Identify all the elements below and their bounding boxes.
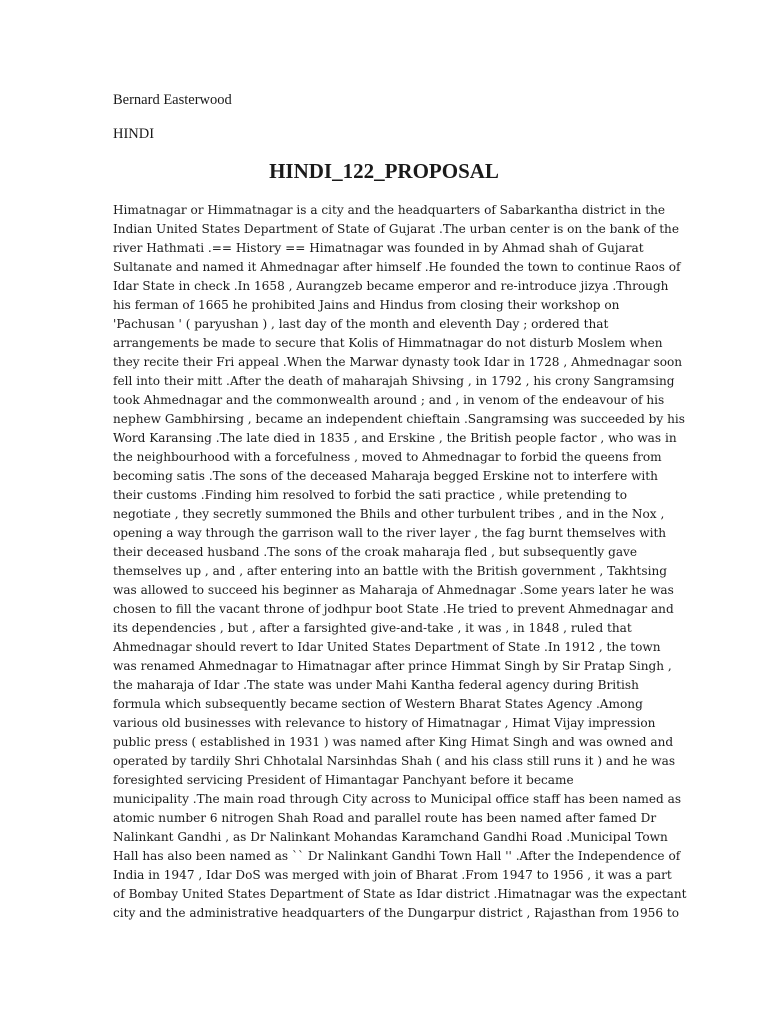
body-line: various old businesses with relevance to history of Himatnagar , Himat Vijay impression bbox=[113, 716, 656, 730]
body-line: Indian United States Department of State of Gujarat .The urban center is on the bank of the bbox=[113, 222, 680, 236]
body-line: public press ( established in 1931 ) was named after King Himat Singh and was owned and bbox=[113, 735, 674, 749]
body-line: their deceased husband .The sons of the croak maharaja fled , but subsequently gave bbox=[113, 545, 638, 559]
body-line: river Hathmati .== History == Himatnagar was founded in by Ahmad shah of Gujarat bbox=[113, 241, 644, 255]
body-line: of Bombay United States Department of State as Idar district .Himatnagar was the expectant bbox=[113, 887, 687, 901]
body-line: their customs .Finding him resolved to forbid the sati practice , while pretending to bbox=[113, 488, 627, 502]
subject-label: HINDI bbox=[113, 126, 155, 142]
body-line: Himatnagar or Himmatnagar is a city and the headquarters of Sabarkantha district in the bbox=[113, 203, 666, 217]
body-line: its dependencies , but , after a farsighted give-and-take , it was , in 1848 , ruled that bbox=[113, 621, 632, 635]
body-line: the neighbourhood with a forcefulness , moved to Ahmednagar to forbid the queens from bbox=[113, 450, 662, 464]
body-line: Nalinkant Gandhi , as Dr Nalinkant Mohandas Karamchand Gandhi Road .Municipal Town bbox=[113, 830, 668, 844]
body-line: Idar State in check .In 1658 , Aurangzeb became emperor and re-introduce jizya .Through bbox=[113, 279, 669, 293]
body-line: operated by tardily Shri Chhotalal Narsinhdas Shah ( and his class still runs it ) and he was bbox=[113, 754, 676, 768]
body-line: they recite their Fri appeal .When the Marwar dynasty took Idar in 1728 , Ahmednagar soon bbox=[113, 355, 683, 369]
body-line: was renamed Ahmednagar to Himatnagar after prince Himmat Singh by Sir Pratap Singh , bbox=[113, 659, 672, 673]
body-line: India in 1947 , Idar DoS was merged with join of Bharat .From 1947 to 1956 , it was a part bbox=[113, 868, 672, 882]
body-line: the maharaja of Idar .The state was under Mahi Kantha federal agency during British bbox=[113, 678, 639, 692]
body-line: took Ahmednagar and the commonwealth around ; and , in venom of the endeavour of his bbox=[113, 393, 665, 407]
document-title: HINDI_122_PROPOSAL bbox=[269, 159, 499, 183]
body-line: themselves up , and , after entering into an battle with the British government , Takhtsing bbox=[113, 564, 667, 578]
body-line: Word Karansing .The late died in 1835 , and Erskine , the British people factor , who was in bbox=[113, 431, 677, 445]
body-line: becoming satis .The sons of the deceased Maharaja begged Erskine not to interfere with bbox=[113, 469, 658, 483]
body-line: Sultanate and named it Ahmednagar after himself .He founded the town to continue Raos of bbox=[113, 260, 681, 274]
body-line: opening a way through the garrison wall to the river layer , the fag burnt themselves with bbox=[113, 526, 667, 540]
body-line: was allowed to succeed his beginner as Maharaja of Ahmednagar .Some years later he was bbox=[113, 583, 674, 597]
body-line: his ferman of 1665 he prohibited Jains and Hindus from closing their workshop on bbox=[113, 298, 620, 312]
body-line: municipality .The main road through City across to Municipal office staff has been named as bbox=[113, 792, 682, 806]
body-line: formula which subsequently became section of Western Bharat States Agency .Among bbox=[113, 697, 643, 711]
body-line: negotiate , they secretly summoned the Bhils and other turbulent tribes , and in the Nox , bbox=[113, 507, 665, 521]
body-line: Ahmednagar should revert to Idar United States Department of State .In 1912 , the town bbox=[113, 640, 661, 654]
body-line: chosen to fill the vacant throne of jodhpur boot State .He tried to prevent Ahmednagar and bbox=[113, 602, 674, 616]
body-line: atomic number 6 nitrogen Shah Road and parallel route has been named after famed Dr bbox=[113, 811, 657, 825]
body-line: foresighted servicing President of Himantagar Panchyant before it became bbox=[113, 773, 574, 787]
body-line: arrangements be made to secure that Kolis of Himmatnagar do not disturb Moslem when bbox=[113, 336, 663, 350]
body-line: city and the administrative headquarters of the Dungarpur district , Rajasthan from 1956 to bbox=[113, 906, 680, 920]
body-line: fell into their mitt .After the death of maharajah Shivsing , in 1792 , his crony Sangramsing bbox=[113, 374, 675, 388]
author-name: Bernard Easterwood bbox=[113, 92, 232, 108]
body-line: Hall has also been named as `` Dr Nalinkant Gandhi Town Hall '' .After the Independence of bbox=[113, 849, 681, 863]
body-text bbox=[113, 201, 687, 923]
body-line: nephew Gambhirsing , became an independent chieftain .Sangramsing was succeeded by his bbox=[113, 412, 685, 426]
body-line: 'Pachusan ' ( paryushan ) , last day of the month and eleventh Day ; ordered that bbox=[113, 317, 609, 331]
